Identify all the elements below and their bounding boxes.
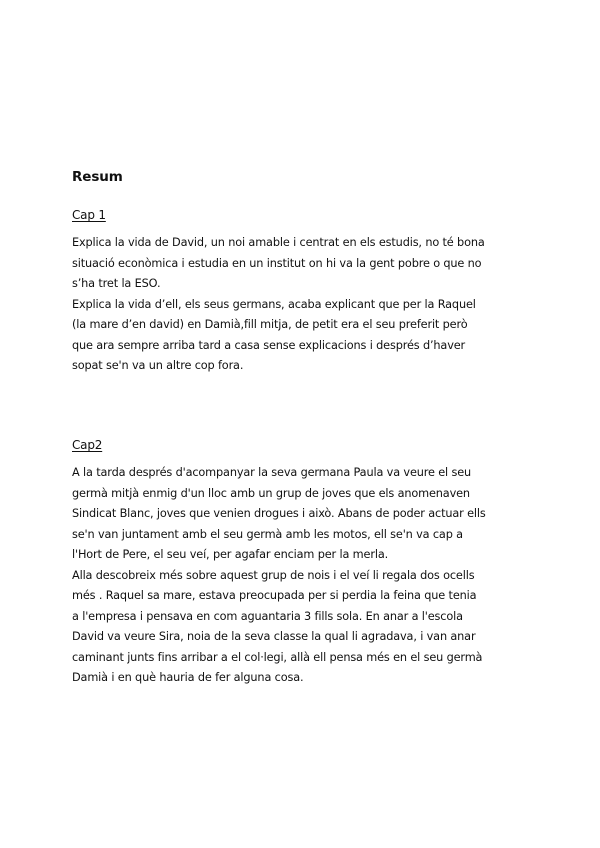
- paragraph-line: A la tarda després d'acompanyar la seva germana Paula va veure el seu: [72, 466, 472, 479]
- paragraph-line: s’ha tret la ESO.: [72, 277, 161, 290]
- paragraph-line: caminant junts fins arribar a el col·legi, allà ell pensa més en el seu germà: [72, 650, 483, 664]
- paragraph-line: sopat se'n va un altre cop fora.: [72, 359, 244, 372]
- document-title: Resum: [72, 169, 123, 185]
- section-heading: Cap 1: [72, 208, 106, 222]
- section-cap-2: [72, 437, 532, 689]
- paragraph-line: que ara sempre arriba tard a casa sense explicacions i després d’haver: [72, 338, 466, 352]
- section-heading: Cap2: [72, 438, 103, 452]
- paragraph-line: l'Hort de Pere, el seu veí, per agafar enciam per la merla.: [72, 548, 389, 561]
- paragraph-line: Explica la vida d’ell, els seus germans, acaba explicant que per la Raquel: [72, 297, 476, 311]
- paragraph-line: Damià i en què hauria de fer alguna cosa.: [72, 671, 304, 684]
- paragraph-line: germà mitjà enmig d'un lloc amb un grup de joves que els anomenaven: [72, 486, 470, 500]
- paragraph-line: Alla descobreix més sobre aquest grup de nois i el veí li regala dos ocells: [72, 568, 475, 582]
- paragraph-line: (la mare d’en david) en Damià,fill mitja, de petit era el seu preferit però: [72, 318, 468, 331]
- section-cap-1: [72, 207, 532, 377]
- paragraph-line: se'n van juntament amb el seu germà amb les motos, ell se'n va cap a: [72, 527, 463, 541]
- paragraph-line: situació econòmica i estudia en un institut on hi va la gent pobre o que no: [72, 256, 482, 270]
- paragraph-line: a l'empresa i pensava en com aguantaria 3 fills sola. En anar a l'escola: [72, 609, 463, 623]
- paragraph-line: Explica la vida de David, un noi amable i centrat en els estudis, no té bona: [72, 236, 485, 249]
- paragraph-line: David va veure Sira, noia de la seva classe la qual li agradava, i van anar: [72, 630, 476, 643]
- paragraph-line: Sindicat Blanc, joves que venien drogues i això. Abans de poder actuar ells: [72, 507, 486, 520]
- paragraph-line: més . Raquel sa mare, estava preocupada per si perdia la feina que tenia: [72, 589, 477, 602]
